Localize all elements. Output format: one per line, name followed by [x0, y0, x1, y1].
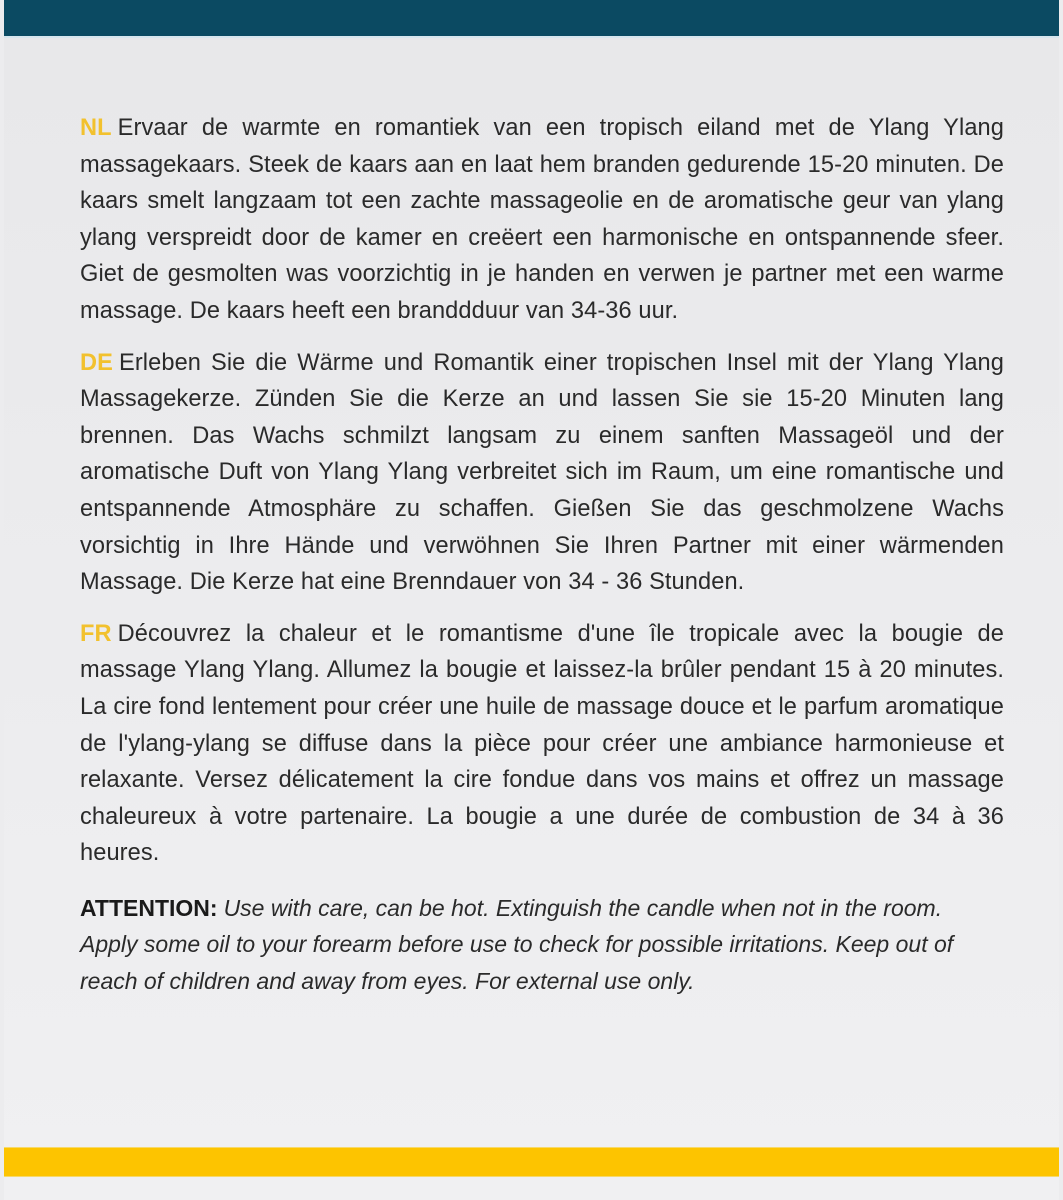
section-fr-text: Découvrez la chaleur et le romantisme d'une île tropicale avec la bougie de massage Ylang Ylang. Allumez la bougie et laissez-la brûler pendant 15 à 20 minutes. La cire fond lentement pour créer une huile de massage douce et le parfum aromatique de l'ylang-ylang se diffuse dans la pièce pour créer une ambiance harmonieuse et relaxante. Versez délicatement la cire fondue dans vos mains et offrez un massage chaleureux à votre partenaire. La bougie a une durée de combustion de 34 à 36 heures. [80, 620, 1004, 867]
instruction-card [4, 38, 1059, 1200]
bottom-color-band [4, 1148, 1059, 1176]
attention-label: ATTENTION: [80, 894, 218, 921]
section-de [80, 345, 1004, 601]
lang-code-de: DE [80, 349, 113, 376]
lang-code-nl: NL [80, 115, 112, 141]
attention-text: Use with care, can be hot. Extinguish the candle when not in the room. Apply some oil to your forearm before use to check for possible irritations. Keep out of reach of children and away from eyes. For external use only. [80, 894, 954, 995]
top-color-band [4, 0, 1059, 38]
attention-notice [80, 890, 1004, 1000]
section-de-text: Erleben Sie die Wärme und Romantik einer tropischen Insel mit der Ylang Ylang Massagekerze. Zünden Sie die Kerze an und lassen Sie sie 15-20 Minuten lang brennen. Das Wachs schmilzt langsam zu einem sanften Massageöl und der aromatische Duft von Ylang Ylang verbreitet sich im Raum, um eine romantische und entspannende Atmosphäre zu schaffen. Gießen Sie das geschmolzene Wachs vorsichtig in Ihre Hände und verwöhnen Sie Ihren Partner mit einer wärmenden Massage. Die Kerze hat eine Brenndauer von 34 - 36 Stunden. [80, 349, 1004, 596]
section-nl-text: Ervaar de warmte en romantiek van een tropisch eiland met de Ylang Ylang massagekaars. Steek de kaars aan en laat hem branden gedurende 15-20 minuten. De kaars smelt langzaam tot een zachte massageolie en de aromatische geur van ylang ylang verspreidt door de kamer en creëert een harmonische en ontspannende sfeer. Giet de gesmolten was voorzichtig in je handen en verwen je partner met een warme massage. De kaars heeft een branddduur van 34-36 uur. [80, 115, 1004, 324]
instructions-content [80, 110, 1004, 1023]
lang-code-fr: FR [80, 620, 112, 647]
section-fr [80, 616, 1004, 872]
section-nl [80, 110, 1004, 330]
